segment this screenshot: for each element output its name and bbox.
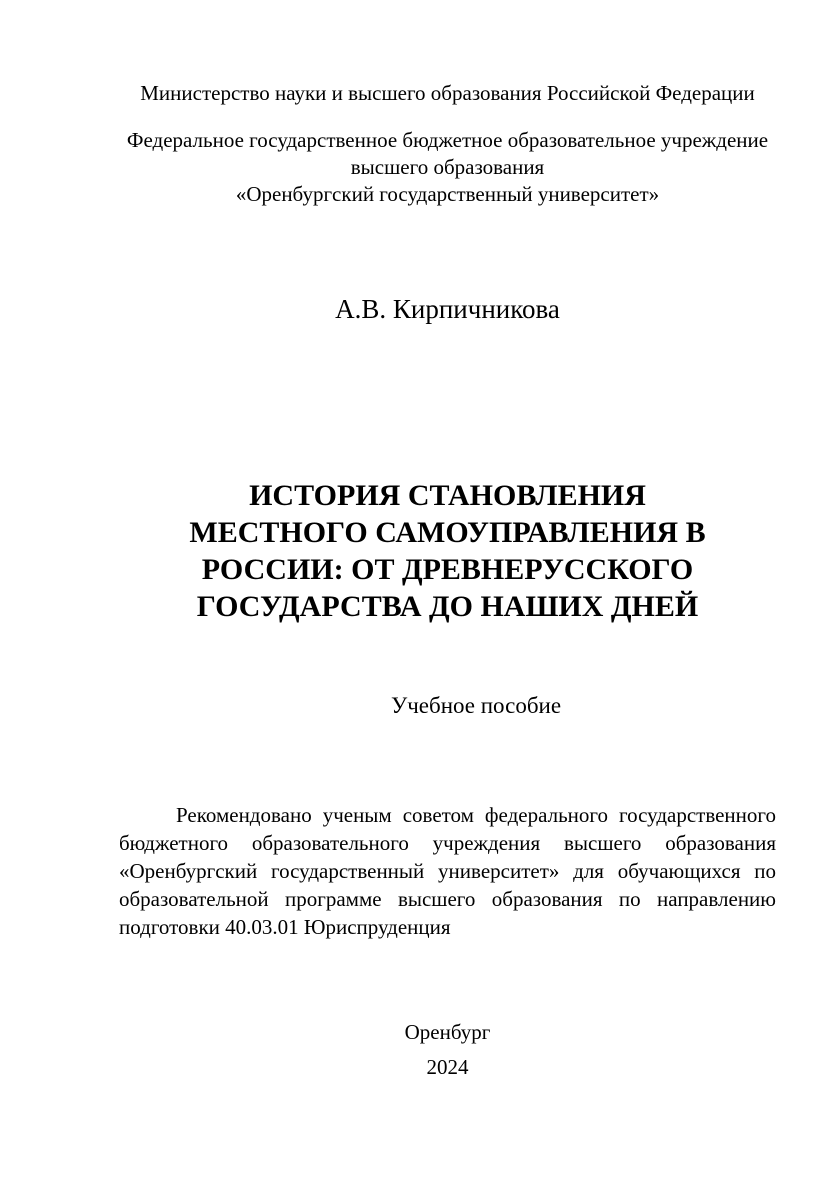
subtitle: Учебное пособие [390,693,562,718]
institution-line-1: Федеральное государственное бюджетное образовательное учреждение [126,128,769,152]
recommendation-line-2: бюджетного образовательного учреждения высшего образования [119,831,776,855]
institution-name [119,127,776,208]
ministry-line: Министерство науки и высшего образования Российской Федерации [140,81,755,105]
institution-line-2: высшего образования [350,155,545,179]
recommendation-line-5: подготовки 40.03.01 Юриспруденция [119,915,451,939]
book-title-line-4: ГОСУДАРСТВА ДО НАШИХ ДНЕЙ [196,590,699,623]
institution-line-3: «Оренбургский государственный университет» [235,182,660,206]
book-title-line-1: ИСТОРИЯ СТАНОВЛЕНИЯ [249,479,646,512]
publication-city: Оренбург [404,1020,491,1044]
book-title [119,477,776,625]
book-title-line-3: РОССИИ: ОТ ДРЕВНЕРУССКОГО [201,553,694,586]
book-title-line-2: МЕСТНОГО САМОУПРАВЛЕНИЯ В [189,516,706,549]
author-name: А.В. Кирпичникова [335,294,560,324]
recommendation-line-4: образовательной программе высшего образования по направлению [119,887,776,911]
recommendation-line-1: Рекомендовано ученым советом федерального государственного [176,803,776,827]
publication-year: 2024 [426,1055,469,1079]
recommendation-line-3: «Оренбургский государственный университет» для обучающихся по [119,859,776,883]
recommendation-paragraph [119,801,776,941]
